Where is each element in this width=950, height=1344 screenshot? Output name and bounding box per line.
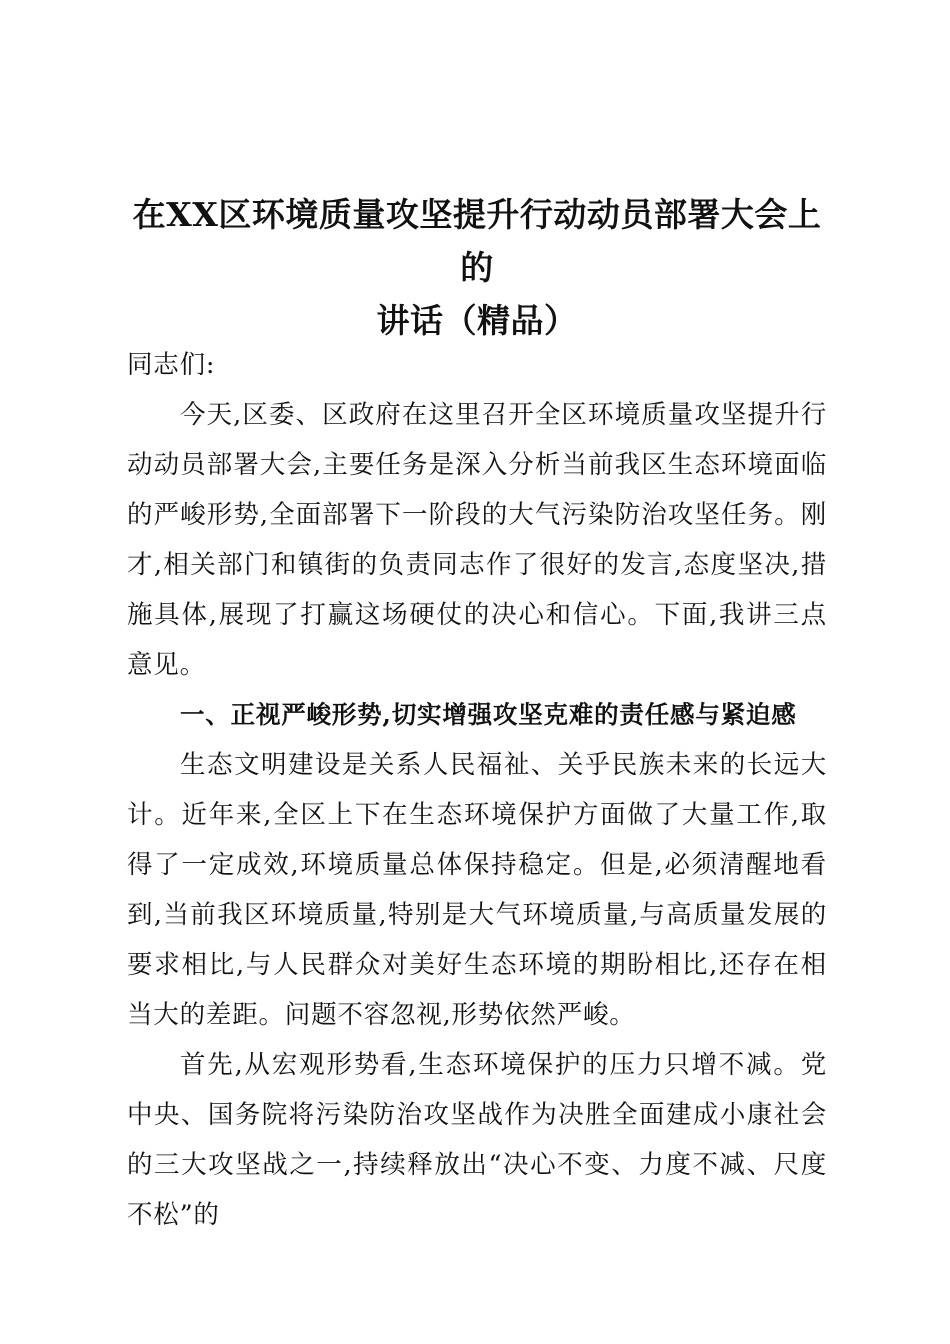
section-heading-1: 一、正视严峻形势,切实增强攻坚克难的责任感与紧迫感: [180, 700, 797, 729]
title-line-2: 讲话（精品）: [376, 301, 578, 340]
section-1-paragraph-2: 首先,从宏观形势看,生态环境保护的压力只增不减。党中央、国务院将污染防治攻坚战作为决胜全面建成小康社会的三大攻坚战之一,持续释放出“决心不变、力度不减、尺度不松”的: [127, 1050, 827, 1230]
salutation: 同志们:: [127, 350, 216, 380]
title-line-1: 在XX区环境质量攻坚提升行动动员部署大会上的: [132, 195, 822, 287]
intro-paragraph: 今天,区委、区政府在这里召开全区环境质量攻坚提升行动动员部署大会,主要任务是深入分析当前我区生态环境面临的严峻形势,全面部署下一阶段的大气污染防治攻坚任务。刚才,相关部门和镇街的负责同志作了很好的发言,态度坚决,措施具体,展现了打赢这场硬仗的决心和信心。下面,我讲三点意见。: [127, 400, 827, 680]
document-body: [127, 340, 827, 1240]
section-1-paragraph-1: 生态文明建设是关系人民福祉、关乎民族未来的长远大计。近年来,全区上下在生态环境保护方面做了大量工作,取得了一定成效,环境质量总体保持稳定。但是,必须清醒地看到,当前我区环境质量,特别是大气环境质量,与高质量发展的要求相比,与人民群众对美好生态环境的期盼相比,还存在相当大的差距。问题不容忽视,形势依然严峻。: [127, 750, 827, 1030]
document-title: [117, 188, 837, 347]
